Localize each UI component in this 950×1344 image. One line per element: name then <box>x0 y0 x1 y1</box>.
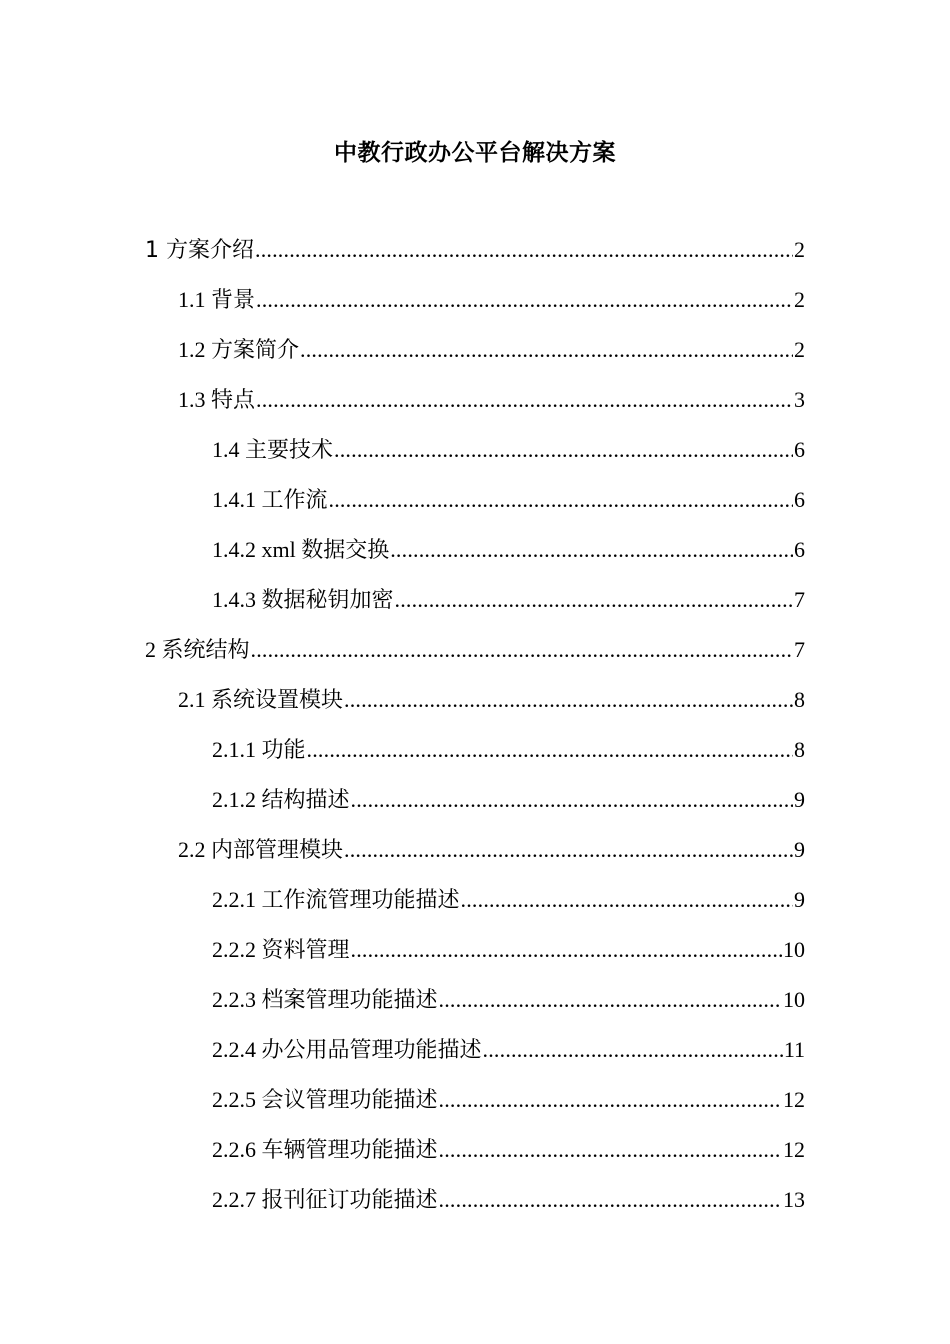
toc-entry[interactable] <box>212 980 805 1020</box>
toc-entry-label: 1.4.1 工作流 <box>212 487 328 512</box>
toc-entry-label: 2.2.3 档案管理功能描述 <box>212 987 438 1012</box>
toc-entry-page: 2 <box>794 237 805 262</box>
toc-leader-dots <box>439 980 782 1020</box>
toc-leader-dots <box>344 680 793 720</box>
toc-entry[interactable] <box>178 280 805 320</box>
toc-leader-dots <box>300 330 793 370</box>
toc-entry[interactable] <box>212 1080 805 1120</box>
toc-entry[interactable] <box>212 880 805 920</box>
toc-entry-page: 9 <box>794 787 805 812</box>
toc-entry[interactable] <box>212 930 805 970</box>
toc-entry[interactable] <box>178 830 805 870</box>
toc-entry[interactable] <box>212 730 805 770</box>
toc-entry[interactable] <box>145 630 805 670</box>
toc-entry-label: 2.2.7 报刊征订功能描述 <box>212 1187 438 1212</box>
toc-entry-label: 2.2.5 会议管理功能描述 <box>212 1087 438 1112</box>
toc-entry-page: 6 <box>794 437 805 462</box>
toc-entry-label: 1 方案介绍 <box>145 238 254 263</box>
toc-leader-dots <box>255 230 793 270</box>
toc-entry-label: 1.3 特点 <box>178 387 256 412</box>
toc-entry-page: 3 <box>794 387 805 412</box>
toc-entry-page: 8 <box>794 687 805 712</box>
toc-entry-page: 10 <box>783 937 805 962</box>
toc-entry-page: 12 <box>783 1087 805 1112</box>
toc-entry-page: 9 <box>794 837 805 862</box>
toc-entry-label: 1.4 主要技术 <box>212 437 334 462</box>
toc-entry-page: 9 <box>794 887 805 912</box>
toc-entry-page: 7 <box>794 587 805 612</box>
toc-entry-label: 2.2.1 工作流管理功能描述 <box>212 887 460 912</box>
toc-leader-dots <box>334 430 793 470</box>
toc-entry[interactable] <box>212 1130 805 1170</box>
toc-entry-label: 2.2.6 车辆管理功能描述 <box>212 1137 438 1162</box>
toc-entry-page: 2 <box>794 337 805 362</box>
toc-leader-dots <box>439 1180 782 1220</box>
toc-entry-page: 10 <box>783 987 805 1012</box>
toc-entry-page: 8 <box>794 737 805 762</box>
toc-entry-label: 2 系统结构 <box>145 637 250 662</box>
toc-entry-page: 2 <box>794 287 805 312</box>
toc-entry-label: 2.2.4 办公用品管理功能描述 <box>212 1037 482 1062</box>
toc-entry-page: 7 <box>794 637 805 662</box>
toc-leader-dots <box>344 830 793 870</box>
toc-leader-dots <box>461 880 793 920</box>
toc-entry-label: 1.2 方案简介 <box>178 337 300 362</box>
toc-leader-dots <box>483 1030 783 1070</box>
toc-leader-dots <box>307 730 793 770</box>
toc-entry-label: 2.1 系统设置模块 <box>178 687 344 712</box>
toc-entry-label: 1.4.3 数据秘钥加密 <box>212 587 394 612</box>
document-title: 中教行政办公平台解决方案 <box>334 140 616 166</box>
toc-leader-dots <box>390 530 793 570</box>
toc-leader-dots <box>256 280 793 320</box>
toc-leader-dots <box>439 1080 782 1120</box>
toc-entry[interactable] <box>212 430 805 470</box>
toc-entry-label: 2.2 内部管理模块 <box>178 837 344 862</box>
toc-entry-page: 11 <box>783 1037 805 1062</box>
toc-entry[interactable] <box>212 530 805 570</box>
toc-entry-page: 6 <box>794 537 805 562</box>
toc-entry[interactable] <box>178 680 805 720</box>
toc-entry-page: 13 <box>783 1187 805 1212</box>
toc-entry[interactable] <box>212 1180 805 1220</box>
toc-leader-dots <box>256 380 793 420</box>
toc-leader-dots <box>351 930 782 970</box>
toc-entry-label: 2.1.1 功能 <box>212 737 306 762</box>
toc-entry[interactable] <box>178 380 805 420</box>
toc-leader-dots <box>439 1130 782 1170</box>
toc-entry-label: 2.2.2 资料管理 <box>212 937 350 962</box>
toc-leader-dots <box>395 580 793 620</box>
toc-entry-page: 12 <box>783 1137 805 1162</box>
toc-leader-dots <box>329 480 793 520</box>
toc-entry-page: 6 <box>794 487 805 512</box>
toc-entry[interactable] <box>212 1030 805 1070</box>
toc-entry-label: 2.1.2 结构描述 <box>212 787 350 812</box>
toc-entry-label: 1.4.2 xml 数据交换 <box>212 537 390 562</box>
toc-entry[interactable] <box>212 480 805 520</box>
toc-entry[interactable] <box>145 230 805 270</box>
toc-entry[interactable] <box>212 580 805 620</box>
toc-leader-dots <box>251 630 793 670</box>
toc-entry[interactable] <box>178 330 805 370</box>
toc-entry-label: 1.1 背景 <box>178 287 256 312</box>
toc-entry[interactable] <box>212 780 805 820</box>
toc-leader-dots <box>351 780 793 820</box>
